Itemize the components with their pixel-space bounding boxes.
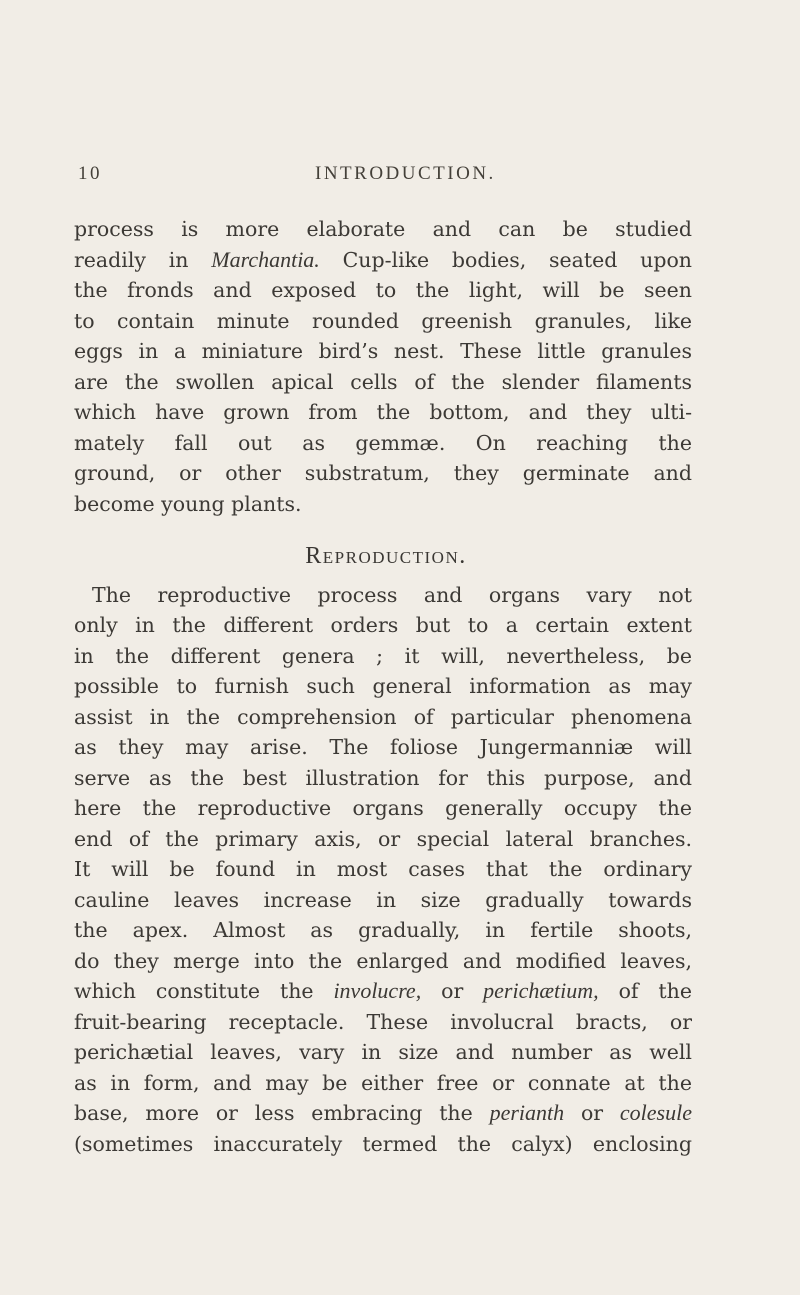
text-line: the fronds and exposed to the light, will be seen [74,278,692,302]
italic-term: perichætium, [483,978,599,1003]
text-line: as they may arise. The foliose Jungermanniæ will [74,735,692,759]
paragraph-1 [74,214,692,519]
italic-term: Marchantia. [211,246,320,272]
text-line: It will be found in most cases that the ordinary [74,857,692,881]
text-line: which constitute the involucre, or perichætium, of the [74,978,692,1003]
text-line: The reproductive process and organs vary not [92,582,692,607]
italic-term: involucre, [333,978,422,1003]
running-head [0,163,800,189]
text-line: mately fall out as gemmæ. On reaching the [74,430,692,455]
text-line: here the reproductive organs generally occupy the [74,796,692,820]
running-title: INTRODUCTION. [315,163,496,184]
paragraph-2 [74,580,692,1160]
text-line: do they merge into the enlarged and modified leaves, [74,948,692,973]
text-line: the apex. Almost as gradually, in fertile shoots, [74,918,692,942]
text-line: are the swollen apical cells of the slender filaments [74,369,692,394]
text-line: serve as the best illustration for this purpose, and [74,765,692,790]
text-line: assist in the comprehension of particular phenomena [74,704,692,729]
section-heading: Reproduction. [305,543,467,569]
text-line: readily in Marchantia. Cup-like bodies, seated upon [74,246,692,272]
text-line: to contain minute rounded greenish granules, like [74,308,692,333]
text-line: which have grown from the bottom, and they ulti- [74,400,692,424]
text-line: as in form, and may be either free or connate at the [74,1070,692,1095]
text-line: process is more elaborate and can be studied [74,217,692,241]
page-number: 10 [78,163,102,184]
text-line: eggs in a miniature bird’s nest. These little granules [74,339,692,363]
text-line: ground, or other substratum, they germinate and [74,461,692,485]
text-line: (sometimes inaccurately termed the calyx) enclosing [74,1131,692,1156]
text-line: fruit-bearing receptacle. These involucral bracts, or [74,1009,692,1034]
text-line: only in the different orders but to a certain extent [74,613,692,637]
text-line: base, more or less embracing the perianth or colesule [74,1100,692,1125]
text-line: cauline leaves increase in size gradually towards [74,887,692,912]
body-text [74,214,692,1159]
text-line: possible to furnish such general information as may [74,674,692,698]
text-line: become young plants. [74,491,302,516]
text-line: perichætial leaves, vary in size and number as well [74,1040,692,1064]
text-line: in the different genera ; it will, nevertheless, be [74,643,692,668]
italic-term: colesule [619,1100,692,1125]
italic-term: perianth [489,1100,565,1125]
text-line: end of the primary axis, or special lateral branches. [74,826,692,851]
